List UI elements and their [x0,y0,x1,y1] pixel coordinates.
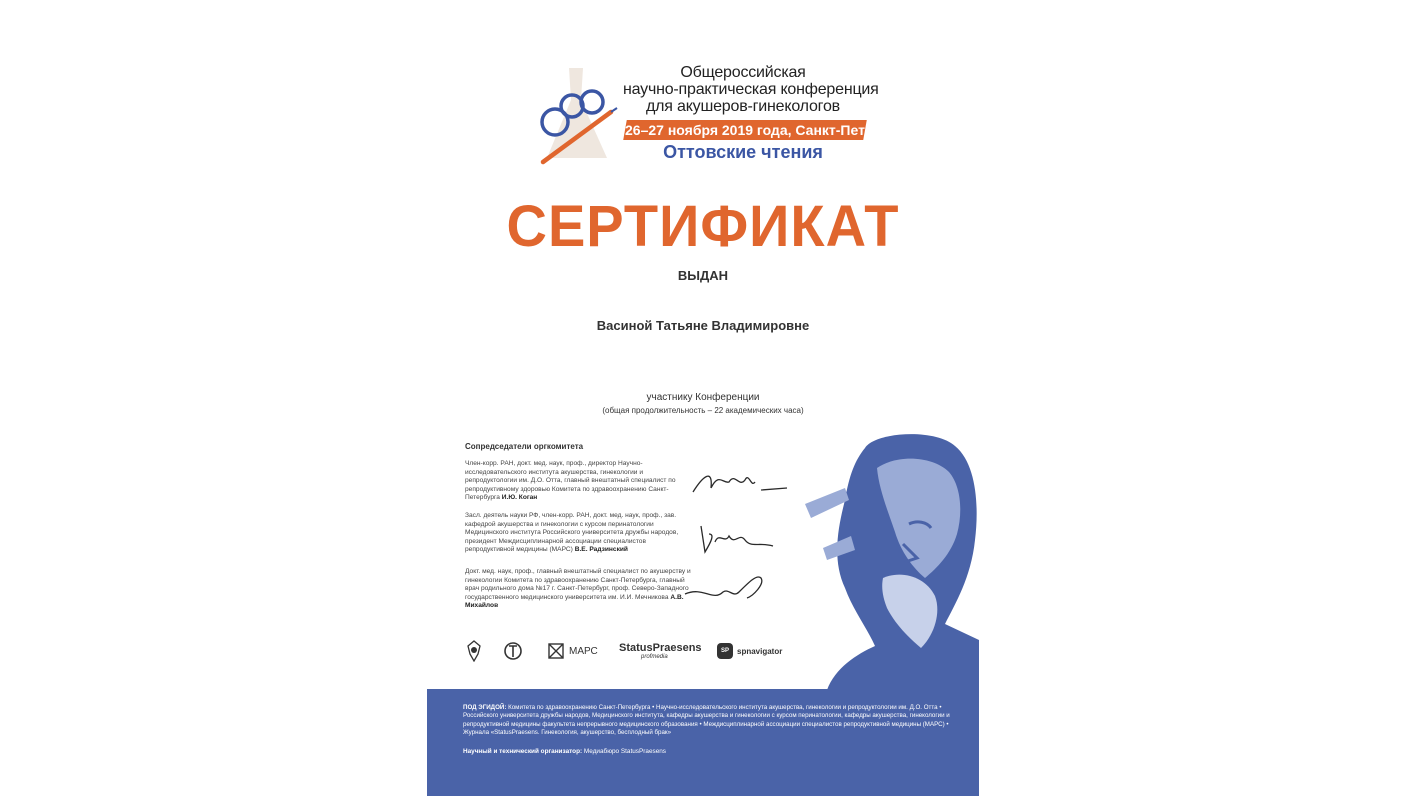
cochair-1-text: Член-корр. РАН, докт. мед. наук, проф., директор Научно-исследовательского института акушерства, гинекологии и репродуктологии им. Д.О. Отта, главный внештатный специалист по репродуктивному здоровью Комитета по здравоохранению Санкт-Петербурга [465,460,676,502]
statuspraesens-sub: profmedia [641,654,668,660]
spnavigator-label: spnavigator [737,646,783,656]
university-logo-icon [503,638,523,664]
cochair-3-text: Докт. мед. наук, проф., главный внештатный специалист по акушерству и гинекологии Комитета по здравоохранению Санкт-Петербурга, главный врач родильного дома №17 г. Санкт-Петербург, проф. Северо-Западного государственного медицинского университета им. И.И. Мечникова [465,568,691,601]
certificate-title: СЕРТИФИКАТ [506,192,900,259]
mars-logo [547,638,598,664]
statuspraesens-logo [619,638,702,664]
cochair-1-name: И.Ю. Коган [501,494,538,502]
organizer-label: Научный и технический организатор: [463,748,583,755]
emblem-icon [465,638,483,664]
conference-line-2: научно-практическая конференция [623,81,879,98]
recipient-name: Васиной Татьяне Владимировне [596,318,810,333]
cochair-2 [465,512,695,555]
partner-logos [465,638,785,664]
auspices-text [463,704,963,738]
statuspraesens-label: StatusPraesens [619,642,702,654]
signature-radzinsky [695,522,775,558]
auspices-body: Комитета по здравоохранению Санкт-Петербурга • Научно-исследовательского института акушерства, гинекологии и репродуктологии им. Д.О. Отта • Российского университета дружбы народов, Медицинского института, кафедры акушерства и гинекологии с курсом перинатологии, кафедры акушерства, гинекологии и репродуктивной медицины факультета непрерывного медицинского образования • Междисциплинарной ассоциации специалистов репродуктивной медицины (МАРС) • Журнала «StatusPraesens. Гинекология, акушерство, бесплодный брак» [463,704,950,737]
mars-label: МАРС [569,645,598,657]
cochair-2-name: В.Е. Радзинский [574,546,628,554]
cochair-3-name: А.В. Михайлов [465,593,684,610]
conference-title [623,64,879,115]
course-duration: (общая продолжительность – 22 академических часа) [602,406,804,415]
organizer-name: Медиабюро StatusPraesens [583,748,667,755]
conference-line-1: Общероссийская [680,64,806,81]
portrait-illustration [805,428,979,698]
cochair-1 [465,460,695,503]
cochair-2-text: Засл. деятель науки РФ, член-корр. РАН, докт. мед. наук, проф., зав. кафедрой акушерства и гинекологии с курсом перинатологии Медицинского института Российского университета дружбы народов, президент Междисциплинарной ассоциации специалистов репродуктивной медицины (МАРС) [465,512,679,554]
conference-logo [539,60,619,168]
signature-mikhailov [683,568,783,604]
organizer-line [463,748,963,755]
spnavigator-icon: SP [717,643,733,659]
conference-line-3: для акушеров-гинекологов [646,98,840,115]
participant-role: участнику Конференции [646,392,760,403]
conference-dates [623,120,912,140]
issued-label: ВЫДАН [677,268,729,283]
mars-icon [547,642,565,660]
cochairs-heading: Сопредседатели оргкомитета [465,442,584,451]
spnavigator-logo [717,638,782,664]
participant-block [427,391,979,417]
conference-subtitle: Оттовские чтения [663,142,823,162]
auspices-label: ПОД ЭГИДОЙ: [463,704,507,711]
certificate-sheet [427,0,979,796]
cochair-3 [465,568,695,611]
signature-kogan [689,462,789,502]
conference-dates-text: 26–27 ноября 2019 года, Санкт-Петербург [625,122,912,138]
